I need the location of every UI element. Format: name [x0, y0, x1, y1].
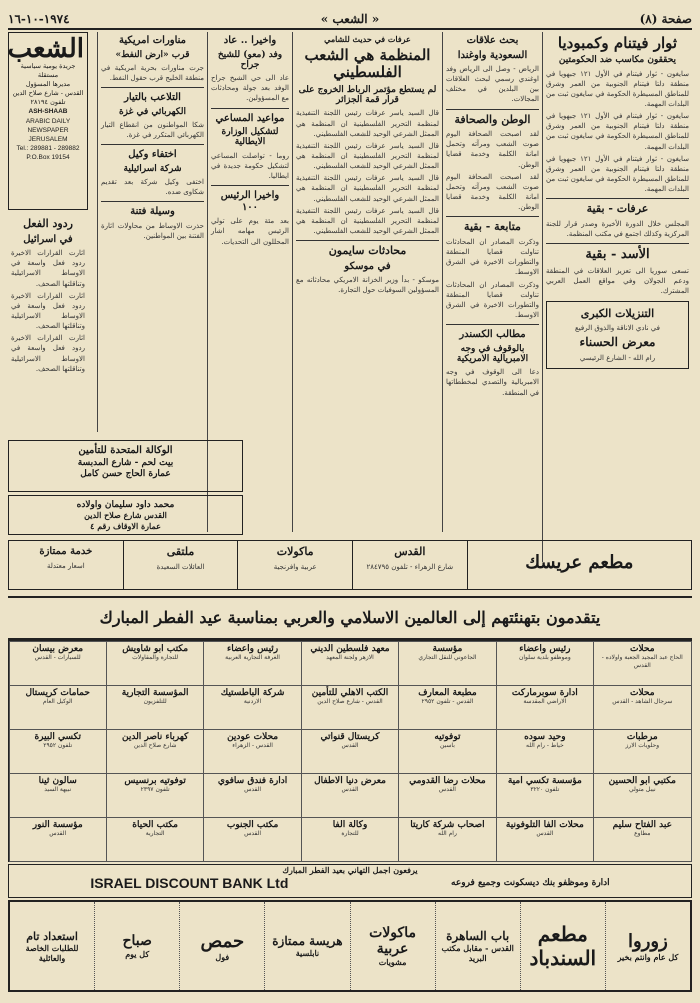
- masthead-address: القدس - شارع صلاح الدين: [12, 89, 84, 98]
- greeting-ad-4: [203, 641, 301, 686]
- greeting-ad-detail: للسيارات - القدس: [34, 654, 81, 662]
- ad-insurance-address: بيت لحم - شارع المدبسة: [77, 457, 174, 468]
- headline-arafat: المنظمة هي الشعب الفلسطيني: [304, 46, 431, 82]
- sindbad-cell-title: استعداد تام: [26, 929, 78, 943]
- masthead-en-daily: ARABIC DAILY NEWSPAPER: [25, 117, 71, 134]
- greeting-ad-22: [496, 773, 594, 818]
- headline-maneuvers: مناورات امريكية: [118, 35, 187, 46]
- greeting-ad-detail: باسين: [439, 742, 455, 750]
- ad-restaurant-phone: شارع الزهراء - تلفون ٢٨٤٧٩٥: [366, 562, 454, 571]
- greeting-ad-detail: القدس: [244, 786, 262, 794]
- subhead-saudi: السعودية واوغندا: [457, 49, 528, 61]
- greeting-ad-21: [593, 773, 691, 818]
- greeting-ad-title: ادارة سوبرماركت: [511, 687, 578, 698]
- ad-insurance-building: عمارة الحاج حسن كامل: [80, 468, 171, 479]
- greeting-ad-title: مكتب الحياة: [132, 819, 178, 830]
- subhead-italy: لتشكيل الوزارة الايطالية: [221, 127, 279, 148]
- greeting-ad-1: [496, 641, 594, 686]
- greeting-ad-title: اصحاب شركة كاريتا: [410, 819, 485, 830]
- greeting-ad-16: [398, 729, 496, 774]
- sindbad-cell-4: [264, 902, 349, 990]
- article-press: لقد اصبحت الصحافة اليوم صوت الشعب ومرآته وتحمل امانة الكلمة وخدمة قضايا الوطن.: [446, 130, 539, 169]
- greeting-ad-25: [203, 773, 301, 818]
- greeting-ad-detail: الازهر ولجنة المعهد: [326, 654, 374, 662]
- greeting-ad-detail: للتجارة: [341, 830, 359, 838]
- masthead-en-pobox: P.O.Box 19154: [26, 153, 70, 161]
- headline-president: واخيرا الرئيس ١٠٠: [220, 190, 280, 213]
- sindbad-cell-text: للطلبات الخاصة والعائلية: [25, 942, 79, 963]
- sindbad-cell-3: [350, 902, 435, 990]
- greeting-ad-title: توفوتيه برنسيس: [124, 775, 186, 786]
- greeting-ad-title: وحيد سوده: [524, 731, 566, 742]
- greeting-ad-33: [106, 817, 204, 862]
- greeting-ad-detail: نيبل متولي: [628, 786, 656, 794]
- sindbad-cell-2: [435, 902, 520, 990]
- article-simon: موسكو - بدأ وزير الخزانة الامريكي محادثاته مع المسؤولين السوفيات حول التجارة.: [296, 276, 439, 295]
- article-arafat-cont3: قال السيد ياسر عرفات رئيس اللجنة التنفيذية لمنظمة التحرير الفلسطينية ان المنظمة هي الممثل الشرعي الوحيد للشعب الفلسطيني.: [296, 206, 439, 235]
- article-vietnam: سايغون - ثوار فيتنام في الأول ١٢١ جبهويا في منطقة دلتا فيتنام الجنوبية من العمر وشرق للمناطق المسيطرة الحكومة في سايغون ثبت من البلدات المهمة.: [546, 69, 690, 109]
- column-1: [542, 32, 692, 562]
- article-vietnam-cont: سايغون - ثوار فيتنام في الأول ١٢١ جبهويا في منطقة دلتا فيتنام الجنوبية من العمر وشرق للمناطق المسيطرة الحكومة في سايغون ثبت من البلدات المهمة.: [546, 112, 690, 151]
- column-2: [442, 32, 542, 532]
- greeting-ad-title: مؤسسة: [432, 643, 463, 654]
- sindbad-cell-text: فول: [215, 951, 230, 962]
- greeting-ad-title: محلات: [630, 643, 655, 654]
- article-followup-cont: وذكرت المصادر ان المحادثات تناولت قضايا المنطقة والتطورات الاخيرة في الشرق الاوسط.: [446, 280, 539, 319]
- ad-restaurant-prices: اسعار معتدلة: [46, 561, 85, 570]
- subhead-arafat: لم يستطع مؤتمر الرباط الخروج على قرار قمة الجزائر: [298, 84, 437, 106]
- subhead-maneuvers: قرب «ارض النفط»: [115, 49, 190, 60]
- headline-simon: محادثات سايمون: [328, 244, 407, 258]
- sindbad-cell-text: مشويات: [378, 957, 407, 967]
- greeting-ad-title: مؤسسة تكسي امية: [507, 775, 582, 786]
- sindbad-cell-6: [94, 902, 179, 990]
- greeting-ad-23: [398, 773, 496, 818]
- greeting-ad-detail: وحلويات الارز: [625, 742, 660, 750]
- sindbad-cell-title: باب الساهرة: [446, 929, 510, 943]
- article-arafat-cont: قال السيد ياسر عرفات رئيس اللجنة التنفيذية لمنظمة التحرير الفلسطينية ان المنظمة هي الممثل الشرعي الوحيد للشعب الفلسطيني.: [296, 141, 439, 171]
- greeting-ad-31: [301, 817, 399, 862]
- headline-assad-rest: الأسد - بقية: [585, 247, 650, 263]
- ad-restaurant-service: خدمة ممتازة: [39, 546, 93, 557]
- ad-restaurant-city: القدس: [394, 545, 426, 558]
- greeting-ad-title: مطبعة المعارف: [418, 687, 477, 698]
- greeting-ad-title: الكتب الاهلي للتأمين: [311, 687, 389, 698]
- ad-restaurant-bar: [8, 540, 692, 590]
- greeting-ad-6: [9, 641, 107, 686]
- ad-sale: [546, 301, 689, 370]
- headline-reactions: ردود الفعل: [23, 217, 73, 230]
- ad-daoud-building: عمارة الاوقاف رقم ٤: [90, 520, 161, 531]
- article-press-cont: لقد اصبحت الصحافة اليوم صوت الشعب ومرآته وتحمل امانة الكلمة وخدمة قضايا الوطن.: [446, 172, 539, 212]
- greeting-ad-7: [593, 685, 691, 730]
- ad-sindbad: [8, 900, 692, 992]
- ad-restaurant-food: ماكولات: [276, 545, 314, 558]
- greeting-ad-10: [301, 685, 399, 730]
- ad-sale-address: رام الله - الشارع الرئيسي: [579, 354, 656, 363]
- sindbad-cell-title: حمص: [200, 930, 245, 952]
- greeting-ad-detail: التجارية: [145, 830, 165, 838]
- greeting-ad-detail: الجاعوني للنقل التجاري: [418, 654, 477, 662]
- greeting-ad-title: مكتب ابو شاويش: [122, 643, 189, 654]
- headline-sheikh-jarrah: واخيرا .. عاد: [223, 35, 277, 46]
- headline-followup: متابعة - بقية: [464, 220, 521, 234]
- greeting-ad-32: [203, 817, 301, 862]
- greeting-ad-2: [398, 641, 496, 686]
- page-date: ١٩٧٤-١٠-١٦: [8, 12, 70, 26]
- greeting-ad-title: محلات: [630, 687, 655, 698]
- greeting-ad-15: [496, 729, 594, 774]
- greeting-ad-detail: سرجال الشاهد - القدس: [612, 698, 673, 706]
- greeting-ad-detail: للتلفزيون: [143, 698, 167, 706]
- greeting-ad-detail: الاراضي المقدسة: [523, 698, 567, 706]
- article-electricity: شكا المواطنون من انقطاع التيار الكهربائي المتكرر في غزة.: [101, 120, 204, 140]
- greeting-ad-detail: الوكيل العام: [42, 698, 73, 706]
- eid-banner-text: يتقدمون بتهنئتهم إلى العالمين الاسلامي والعربي بمناسبة عيد الفطر المبارك: [99, 607, 601, 627]
- kicker-arafat: عرفات في حديث للشامي: [324, 34, 411, 44]
- greeting-ad-title: معهد فلسطين الديني: [310, 643, 390, 654]
- greeting-ad-5: [106, 641, 204, 686]
- greeting-ad-title: محلات عودين: [227, 731, 279, 742]
- greeting-ad-29: [496, 817, 594, 862]
- greeting-ad-title: كهرباء ناصر الدين: [121, 731, 189, 742]
- column-3: [292, 32, 442, 532]
- sindbad-cell-text: كل عام وانتم بخير: [617, 951, 679, 962]
- greetings-grid: [8, 640, 692, 862]
- sindbad-cell-title: زوروا: [628, 930, 668, 952]
- subhead-vietnam: يحققون مكاسب ضد الحكومتين: [558, 55, 677, 66]
- headline-arafat-rest: عرفات - بقية: [586, 202, 649, 216]
- ad-sale-text: في نادي الاناقة والذوق الرفيع: [575, 324, 660, 333]
- masthead-phone: تلفون ٢٨١٩٤: [30, 98, 66, 107]
- greeting-ad-detail: مطاوع: [634, 830, 651, 838]
- ad-bank-staff: ادارة وموظفو بنك ديسكونت وجميع فروعه: [451, 878, 610, 888]
- ad-restaurant-families: العائلات السعيدة: [156, 562, 205, 571]
- greeting-ad-title: حمامات كريستال: [25, 687, 90, 698]
- greeting-ad-34: [9, 817, 107, 862]
- article-president: بعد مئة يوم على تولي الرئيس مهامه اشار المحللون الى التحديات.: [211, 217, 289, 246]
- article-vietnam-cont2: سايغون - ثوار فيتنام في الأول ١٢١ جبهويا في منطقة دلتا فيتنام الجنوبية من العمر وشرق للمناطق المسيطرة الحكومة في سايغون ثبت من البلدات المهمة.: [546, 154, 690, 194]
- ad-restaurant-meet: ملتقى: [166, 545, 195, 558]
- headline-agent: اختفاء وكيل: [128, 149, 177, 161]
- headline-italy: مواعيد المساعي: [215, 112, 285, 124]
- masthead-publisher: مديرها المسؤول: [25, 80, 71, 89]
- article-arafat-rest: المجلس خلال الدورة الأخيرة وصدر قرار للجنة المركزية وكذلك اجتمع في مكتب المنظمة.: [546, 219, 689, 239]
- greeting-ad-19: [106, 729, 204, 774]
- greeting-ad-detail: الحاج عبد المجيد الجعبة واولاده - القدس: [601, 654, 683, 670]
- greeting-ad-title: المؤسسة التجارية: [121, 687, 189, 698]
- greeting-ad-17: [301, 729, 399, 774]
- sindbad-cell-title: ماكولات عربية: [369, 925, 416, 957]
- greeting-ad-30: [398, 817, 496, 862]
- greeting-ad-detail: للتجارة والمقاولات: [132, 654, 179, 662]
- sindbad-cell-title: هريسة ممتازة: [272, 934, 343, 948]
- ad-restaurant-food-cell: [237, 541, 352, 589]
- greeting-ad-title: كريستال قنواتي: [320, 731, 380, 742]
- greeting-ad-title: رئيس واعضاء: [226, 643, 279, 654]
- greeting-ad-detail: القدس: [341, 786, 359, 794]
- greeting-ad-title: عبد الفتاح سليم: [612, 819, 672, 830]
- subhead-electricity: الكهربائي في غزة: [118, 106, 187, 117]
- greeting-ad-detail: وموظفو بلدية سلوان: [518, 654, 571, 662]
- greeting-ad-detail: القدس: [536, 830, 554, 838]
- ad-bank-name: ISRAEL DISCOUNT BANK Ltd: [90, 875, 289, 891]
- ad-bank-greeting: يرفعون اجمل التهاني بعيد الفطر المبارك: [282, 865, 418, 875]
- masthead-subtitle: جريدة يومية سياسية مستقلة: [20, 62, 76, 80]
- subhead-sheikh-jarrah: وفد (معو) للشيخ جراح: [217, 49, 283, 70]
- ad-restaurant-service-cell: [9, 541, 123, 589]
- greeting-ad-title: مرطبات: [626, 731, 658, 742]
- article-saudi: الرياض - وصل الى الرياض وفد اوغندي رسمي لبحث العلاقات بين البلدين في مختلف المجالات.: [446, 65, 539, 104]
- column-5: [97, 32, 207, 432]
- greeting-ad-title: تكسي البيرة: [34, 731, 81, 742]
- headline-sedition: وسيلة فتنة: [130, 206, 175, 218]
- ad-restaurant-meet-cell: [123, 541, 238, 589]
- greeting-ad-detail: الغرفة التجارية العربية: [225, 654, 280, 662]
- ad-daoud-name: محمد داود سليمان واولاده: [76, 500, 175, 510]
- greeting-ad-27: [9, 773, 107, 818]
- sindbad-cell-text: نابلسية: [295, 948, 320, 958]
- sindbad-cell-title: صباح: [122, 933, 152, 949]
- article-reactions-cont: اثارت القرارات الاخيرة ردود فعل واسعة في الاوساط الاسرائيلية وتناقلتها الصحف.: [11, 291, 85, 331]
- greeting-ad-title: مكتب الجنوب: [226, 819, 279, 830]
- ad-sale-store: معرض الحسناء: [579, 335, 656, 350]
- article-assad-rest: تسعى سوريا الى تعزيز العلاقات في المنطقة ودعم الجولان وفي مواقع العمل العربي المشترك.: [546, 267, 689, 296]
- article-reactions-cont2: اثارت القرارات الاخيرة ردود فعل واسعة في الاوساط الاسرائيلية وتناقلتها الصحف.: [11, 334, 85, 373]
- greeting-ad-detail: القدس - الزهراء: [232, 742, 273, 750]
- greeting-ad-title: ادارة فندق سافوي: [217, 775, 288, 786]
- page-header: [8, 10, 692, 30]
- greeting-ad-title: شركة الباطستيك: [220, 687, 285, 698]
- paper-name: « الشعب »: [320, 12, 380, 26]
- greeting-ad-detail: نبيهة السيد: [44, 786, 72, 794]
- greeting-ad-detail: شارع صلاح الدين: [133, 742, 177, 750]
- greeting-ad-title: وكالة الفا: [332, 819, 368, 830]
- column-6: [8, 215, 88, 440]
- greeting-ad-28: [593, 817, 691, 862]
- article-sedition: حذرت الاوساط من محاولات اثارة الفتنة بين المواطنين.: [101, 221, 204, 241]
- greeting-ad-9: [398, 685, 496, 730]
- masthead: [8, 32, 88, 210]
- headline-saudi: بحث علاقات: [466, 35, 519, 46]
- article-sheikh-jarrah: عاد الى حي الشيخ جراح الوفد بعد جولة ومحادثات مع المسؤولين.: [211, 74, 289, 103]
- masthead-title: الشعب: [7, 34, 84, 64]
- greeting-ad-0: [593, 641, 691, 686]
- masthead-en-name: ASH-SHAAB: [28, 108, 68, 116]
- greeting-ad-12: [106, 685, 204, 730]
- sindbad-cell-7: [10, 902, 94, 990]
- greeting-ad-title: محلات الفا التلوفونية: [505, 819, 584, 830]
- greeting-ad-26: [106, 773, 204, 818]
- greeting-ad-3: [301, 641, 399, 686]
- greeting-ad-detail: القدس - تلفون ٢٩٥٢: [421, 698, 474, 706]
- headline-electricity: التلاعب بالتيار: [124, 92, 181, 104]
- subhead-simon: في موسكو: [344, 260, 391, 272]
- greeting-ad-detail: القدس: [49, 830, 67, 838]
- sindbad-cell-5: [179, 902, 264, 990]
- greeting-ad-8: [496, 685, 594, 730]
- greeting-ad-title: محلات رضا القدومي: [409, 775, 486, 786]
- article-arafat: قال السيد ياسر عرفات رئيس اللجنة التنفيذية لمنظمة التحرير الفلسطينية ان المنظمة هي الممثل الشرعي الوحيد للشعب الفلسطيني.: [296, 109, 439, 138]
- greeting-ad-detail: تلفون ٢٣٩٧: [140, 786, 170, 794]
- headline-vietnam: ثوار فيتنام وكمبوديا: [557, 34, 678, 52]
- ad-daoud: [8, 495, 243, 535]
- ad-daoud-address: القدس شارع صلاح الدين: [84, 510, 167, 521]
- greeting-ad-11: [203, 685, 301, 730]
- greeting-ad-title: مؤسسة النور: [32, 819, 83, 830]
- ad-sale-title: التنزيلات الكبرى: [580, 306, 655, 320]
- greeting-ad-14: [593, 729, 691, 774]
- greeting-ad-title: رئيس واعضاء: [519, 643, 571, 654]
- greeting-ad-13: [9, 685, 107, 730]
- greeting-ad-24: [301, 773, 399, 818]
- ad-bank: [8, 864, 692, 898]
- greeting-ad-title: مكتبي ابو الحسين: [608, 775, 676, 786]
- article-italy: روما - تواصلت المساعي لتشكيل حكومة جديدة في ايطاليا.: [211, 151, 289, 181]
- masthead-en-city: JERUSALEM: [28, 135, 68, 143]
- ad-restaurant-name: مطعم عريسك: [525, 552, 634, 573]
- page-number: صفحة (٨): [639, 12, 692, 26]
- greeting-ad-detail: خياط - رام الله: [526, 742, 564, 750]
- subhead-alexander: بالوقوف في وجه الامبريالية الامريكية: [456, 343, 529, 364]
- ad-restaurant-food-type: عربية وافرنجية: [273, 562, 317, 571]
- sindbad-cell-0: [605, 902, 690, 990]
- article-maneuvers: جرت مناورات بحرية امريكية في منطقة الخليج قرب حقول النفط.: [101, 63, 204, 82]
- ad-insurance: [8, 440, 243, 492]
- greeting-ad-detail: القدس: [244, 830, 262, 838]
- greeting-ad-detail: القدس - شارع صلاح الدين: [317, 698, 383, 706]
- greeting-ad-18: [203, 729, 301, 774]
- greeting-ad-20: [9, 729, 107, 774]
- greeting-ad-detail: رام الله: [437, 830, 457, 838]
- subhead-agent: شركة اسرائيلية: [123, 163, 182, 174]
- greeting-ad-detail: الاردنية: [243, 698, 262, 706]
- article-reactions: اثارت القرارات الاخيرة ردود فعل واسعة في الاوساط الاسرائيلية وتناقلتها الصحف.: [11, 249, 85, 288]
- article-agent: اختفى وكيل شركة بعد تقديم شكاوى ضده.: [101, 178, 204, 197]
- sindbad-cell-text: كل يوم: [125, 949, 150, 959]
- article-arafat-cont2: قال السيد ياسر عرفات رئيس اللجنة التنفيذية لمنظمة التحرير الفلسطينية ان المنظمة هي الممثل الشرعي الوحيد للشعب الفلسطيني.: [296, 174, 439, 203]
- headline-press: الوطن والصحافة: [454, 112, 531, 126]
- greeting-ad-title: توفوتيه: [434, 731, 461, 742]
- greeting-ad-detail: تلفون ٣٢٢٠: [530, 786, 560, 794]
- greeting-ad-title: معرض بيسان: [32, 643, 84, 654]
- sindbad-cell-title: مطعم السندباد: [529, 922, 597, 970]
- ad-insurance-name: الوكالة المتحدة للتأمين: [78, 445, 173, 456]
- ad-restaurant-name-cell: [467, 541, 691, 589]
- greeting-ad-detail: القدس: [341, 742, 359, 750]
- greeting-ad-detail: القدس: [438, 786, 456, 794]
- masthead-en-phone: Tel.: 289881 - 289882: [16, 144, 80, 152]
- sindbad-cell-1: [520, 902, 605, 990]
- greeting-ad-detail: تلفون ٢٩٥٢: [43, 742, 73, 750]
- article-followup: وذكرت المصادر ان المحادثات تناولت قضايا المنطقة والتطورات الاخيرة في الشرق الاوسط.: [446, 237, 539, 277]
- article-alexander: دعا الى الوقوف في وجه الامبريالية والتصدي لمخططاتها في المنطقة.: [446, 368, 539, 397]
- eid-banner: [8, 596, 692, 640]
- subhead-reactions: في اسرائيل: [23, 233, 73, 245]
- greeting-ad-title: سالون ثينا: [38, 775, 77, 786]
- sindbad-cell-text: القدس - مقابل مكتب البريد: [441, 943, 514, 963]
- headline-alexander: مطالب الكسندر: [459, 329, 526, 341]
- greeting-ad-title: معرض دنيا الاطفال: [314, 775, 386, 786]
- ad-restaurant-city-cell: [352, 541, 467, 589]
